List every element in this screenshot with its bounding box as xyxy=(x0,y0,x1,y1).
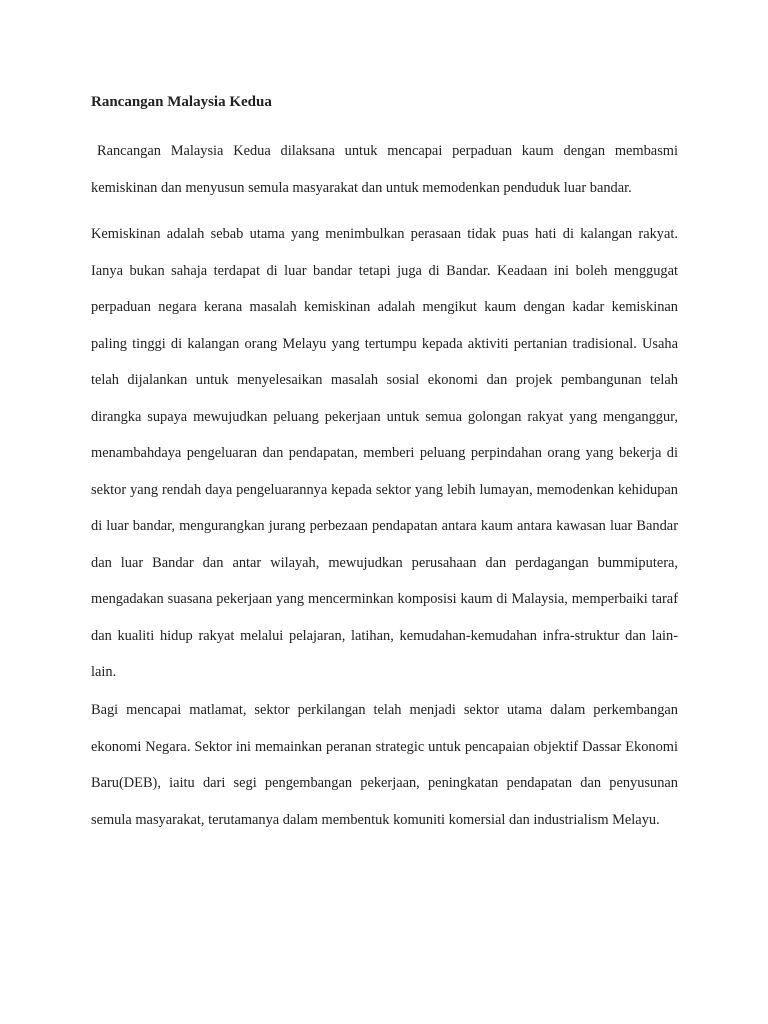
paragraph-3: Bagi mencapai matlamat, sektor perkilangan telah menjadi sektor utama dalam perkembangan ekonomi Negara. Sektor ini memainkan peranan strategic untuk pencapaian objektif Dassar Ekonomi Baru(DEB), iaitu dari segi pengembangan pekerjaan, peningkatan pendapatan dan penyusunan semula masyarakat, terutamanya dalam membentuk komuniti komersial dan industrialism Melayu. xyxy=(91,702,678,828)
paragraph-2: Kemiskinan adalah sebab utama yang menimbulkan perasaan tidak puas hati di kalangan rakyat. Ianya bukan sahaja terdapat di luar bandar tetapi juga di Bandar. Keadaan ini boleh menggugat perpaduan negara kerana masalah kemiskinan adalah mengikut kaum dengan kadar kemiskinan paling tinggi di kalangan orang Melayu yang tertumpu kepada aktiviti pertanian tradisional. Usaha telah dijalankan untuk menyelesaikan masalah sosial ekonomi dan projek pembangunan telah dirangka supaya mewujudkan peluang pekerjaan untuk semua golongan rakyat yang menganggur, menambahdaya pengeluaran dan pendapatan, memberi peluang perpindahan orang yang bekerja di sektor yang rendah daya pengeluarannya kepada sektor yang lebih lumayan, memodenkan kehidupan di luar bandar, mengurangkan jurang perbezaan pendapatan antara kaum antara kawasan luar Bandar dan luar Bandar dan antar wilayah, mewujudkan perusahaan dan perdagangan bummiputera, mengadakan suasana pekerjaan yang mencerminkan komposisi kaum di Malaysia, memperbaiki taraf dan kualiti hidup rakyat melalui pelajaran, latihan, kemudahan-kemudahan infra-struktur dan lain-lain. xyxy=(91,226,678,680)
document-page xyxy=(91,0,678,1024)
document-title: Rancangan Malaysia Kedua xyxy=(91,94,272,110)
paragraph-1: Rancangan Malaysia Kedua dilaksana untuk mencapai perpaduan kaum dengan membasmi kemiskinan dan menyusun semula masyarakat dan untuk memodenkan penduduk luar bandar. xyxy=(91,143,678,196)
